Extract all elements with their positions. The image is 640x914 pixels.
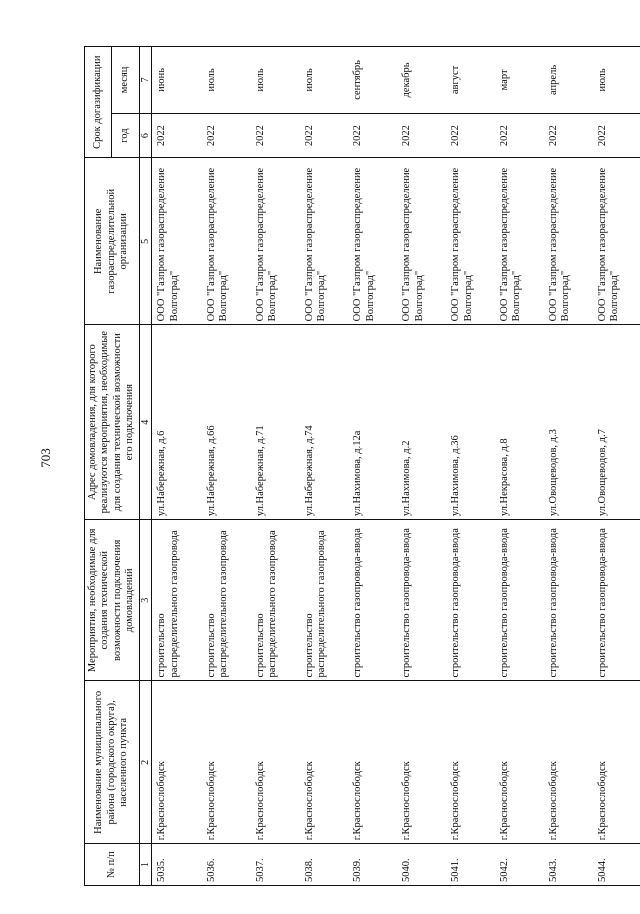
header-row: [85, 47, 112, 886]
header-month: месяц: [112, 47, 139, 114]
table-row: [204, 47, 253, 886]
cell-year: 2022: [399, 113, 448, 158]
cell-year: 2022: [595, 113, 640, 158]
cell-address: ул.Нахимова, д.2: [399, 325, 448, 520]
table-row: [399, 47, 448, 886]
table-row: [448, 47, 497, 886]
column-number: 3: [139, 520, 152, 681]
cell-locality: г.Краснослободск: [448, 681, 497, 844]
cell-year: 2022: [302, 113, 351, 158]
column-number: 4: [139, 325, 152, 520]
cell-month: июль: [595, 47, 640, 114]
cell-measure: строительство газопровода-ввода: [497, 520, 546, 681]
cell-measure: строительство газопровода-ввода: [399, 520, 448, 681]
cell-organization: ООО "Газпром газораспределение Волгоград": [399, 158, 448, 325]
table-row: [595, 47, 640, 886]
cell-year: 2022: [350, 113, 399, 158]
cell-number: 5038.: [302, 844, 351, 886]
cell-number: 5037.: [253, 844, 302, 886]
cell-locality: г.Краснослободск: [350, 681, 399, 844]
page-number: 703: [38, 448, 53, 468]
cell-organization: ООО "Газпром газораспределение Волгоград": [350, 158, 399, 325]
cell-number: 5035.: [152, 844, 204, 886]
cell-month: декабрь: [399, 47, 448, 114]
column-number: 2: [139, 681, 152, 844]
column-number: 7: [139, 47, 152, 114]
column-number: 6: [139, 113, 152, 158]
cell-year: 2022: [448, 113, 497, 158]
cell-year: 2022: [253, 113, 302, 158]
cell-month: июнь: [152, 47, 204, 114]
cell-number: 5040.: [399, 844, 448, 886]
cell-measure: строительство газопровода-ввода: [595, 520, 640, 681]
cell-locality: г.Краснослободск: [302, 681, 351, 844]
table-row: [350, 47, 399, 886]
cell-month: март: [497, 47, 546, 114]
table-body: [152, 47, 640, 886]
cell-address: ул.Набережная, д.74: [302, 325, 351, 520]
cell-month: июль: [204, 47, 253, 114]
cell-year: 2022: [497, 113, 546, 158]
header-deadline: Срок догазификации: [85, 47, 112, 158]
cell-measure: строительство распределительного газопровода: [204, 520, 253, 681]
cell-month: июль: [253, 47, 302, 114]
cell-measure: строительство газопровода-ввода: [448, 520, 497, 681]
cell-locality: г.Краснослободск: [595, 681, 640, 844]
cell-organization: ООО "Газпром газораспределение Волгоград": [497, 158, 546, 325]
cell-locality: г.Краснослободск: [497, 681, 546, 844]
cell-address: ул.Нахимова, д.12а: [350, 325, 399, 520]
cell-number: 5039.: [350, 844, 399, 886]
cell-organization: ООО "Газпром газораспределение Волгоград": [302, 158, 351, 325]
cell-address: ул.Набережная, д.71: [253, 325, 302, 520]
column-number: 5: [139, 158, 152, 325]
cell-organization: ООО "Газпром газораспределение Волгоград": [546, 158, 595, 325]
cell-address: ул.Набережная, д.6: [152, 325, 204, 520]
cell-locality: г.Краснослободск: [399, 681, 448, 844]
cell-organization: ООО "Газпром газораспределение Волгоград": [595, 158, 640, 325]
gasification-table: [84, 46, 640, 886]
table-row: [546, 47, 595, 886]
cell-number: 5041.: [448, 844, 497, 886]
cell-year: 2022: [546, 113, 595, 158]
cell-number: 5042.: [497, 844, 546, 886]
cell-month: апрель: [546, 47, 595, 114]
cell-organization: ООО "Газпром газораспределение Волгоград": [448, 158, 497, 325]
cell-year: 2022: [152, 113, 204, 158]
table-row: [302, 47, 351, 886]
cell-measure: строительство распределительного газопровода: [302, 520, 351, 681]
cell-address: ул.Набережная, д.66: [204, 325, 253, 520]
cell-locality: г.Краснослободск: [204, 681, 253, 844]
cell-address: ул.Некрасова, д.8: [497, 325, 546, 520]
cell-measure: строительство распределительного газопровода: [152, 520, 204, 681]
header-organization: Наименование газораспределительной организации: [85, 158, 140, 325]
cell-number: 5036.: [204, 844, 253, 886]
cell-number: 5044.: [595, 844, 640, 886]
table-row: [152, 47, 204, 886]
column-number: 1: [139, 844, 152, 886]
cell-address: ул.Нахимова, д.36: [448, 325, 497, 520]
header-number: № п/п: [85, 844, 140, 886]
cell-organization: ООО "Газпром газораспределение Волгоград": [152, 158, 204, 325]
table-row: [497, 47, 546, 886]
cell-locality: г.Краснослободск: [152, 681, 204, 844]
table-row: [253, 47, 302, 886]
cell-measure: строительство газопровода-ввода: [546, 520, 595, 681]
cell-month: июль: [302, 47, 351, 114]
cell-month: сентябрь: [350, 47, 399, 114]
cell-locality: г.Краснослободск: [546, 681, 595, 844]
header-year: год: [112, 113, 139, 158]
cell-year: 2022: [204, 113, 253, 158]
cell-address: ул.Овощеводов, д.3: [546, 325, 595, 520]
column-numbers-row: [139, 47, 152, 886]
cell-organization: ООО "Газпром газораспределение Волгоград": [253, 158, 302, 325]
cell-measure: строительство распределительного газопровода: [253, 520, 302, 681]
cell-address: ул.Овощеводов, д.7: [595, 325, 640, 520]
rotated-table-area: [84, 46, 624, 886]
cell-month: август: [448, 47, 497, 114]
header-address: Адрес домовладения, для которого реализуются мероприятия, необходимые для создания технической возможности его подключения: [85, 325, 140, 520]
header-locality: Наименование муниципального района (городского округа), населенного пункта: [85, 681, 140, 844]
cell-number: 5043.: [546, 844, 595, 886]
cell-organization: ООО "Газпром газораспределение Волгоград": [204, 158, 253, 325]
cell-measure: строительство газопровода-ввода: [350, 520, 399, 681]
cell-locality: г.Краснослободск: [253, 681, 302, 844]
header-measures: Мероприятия, необходимые для создания технической возможности подключения домовладений: [85, 520, 140, 681]
